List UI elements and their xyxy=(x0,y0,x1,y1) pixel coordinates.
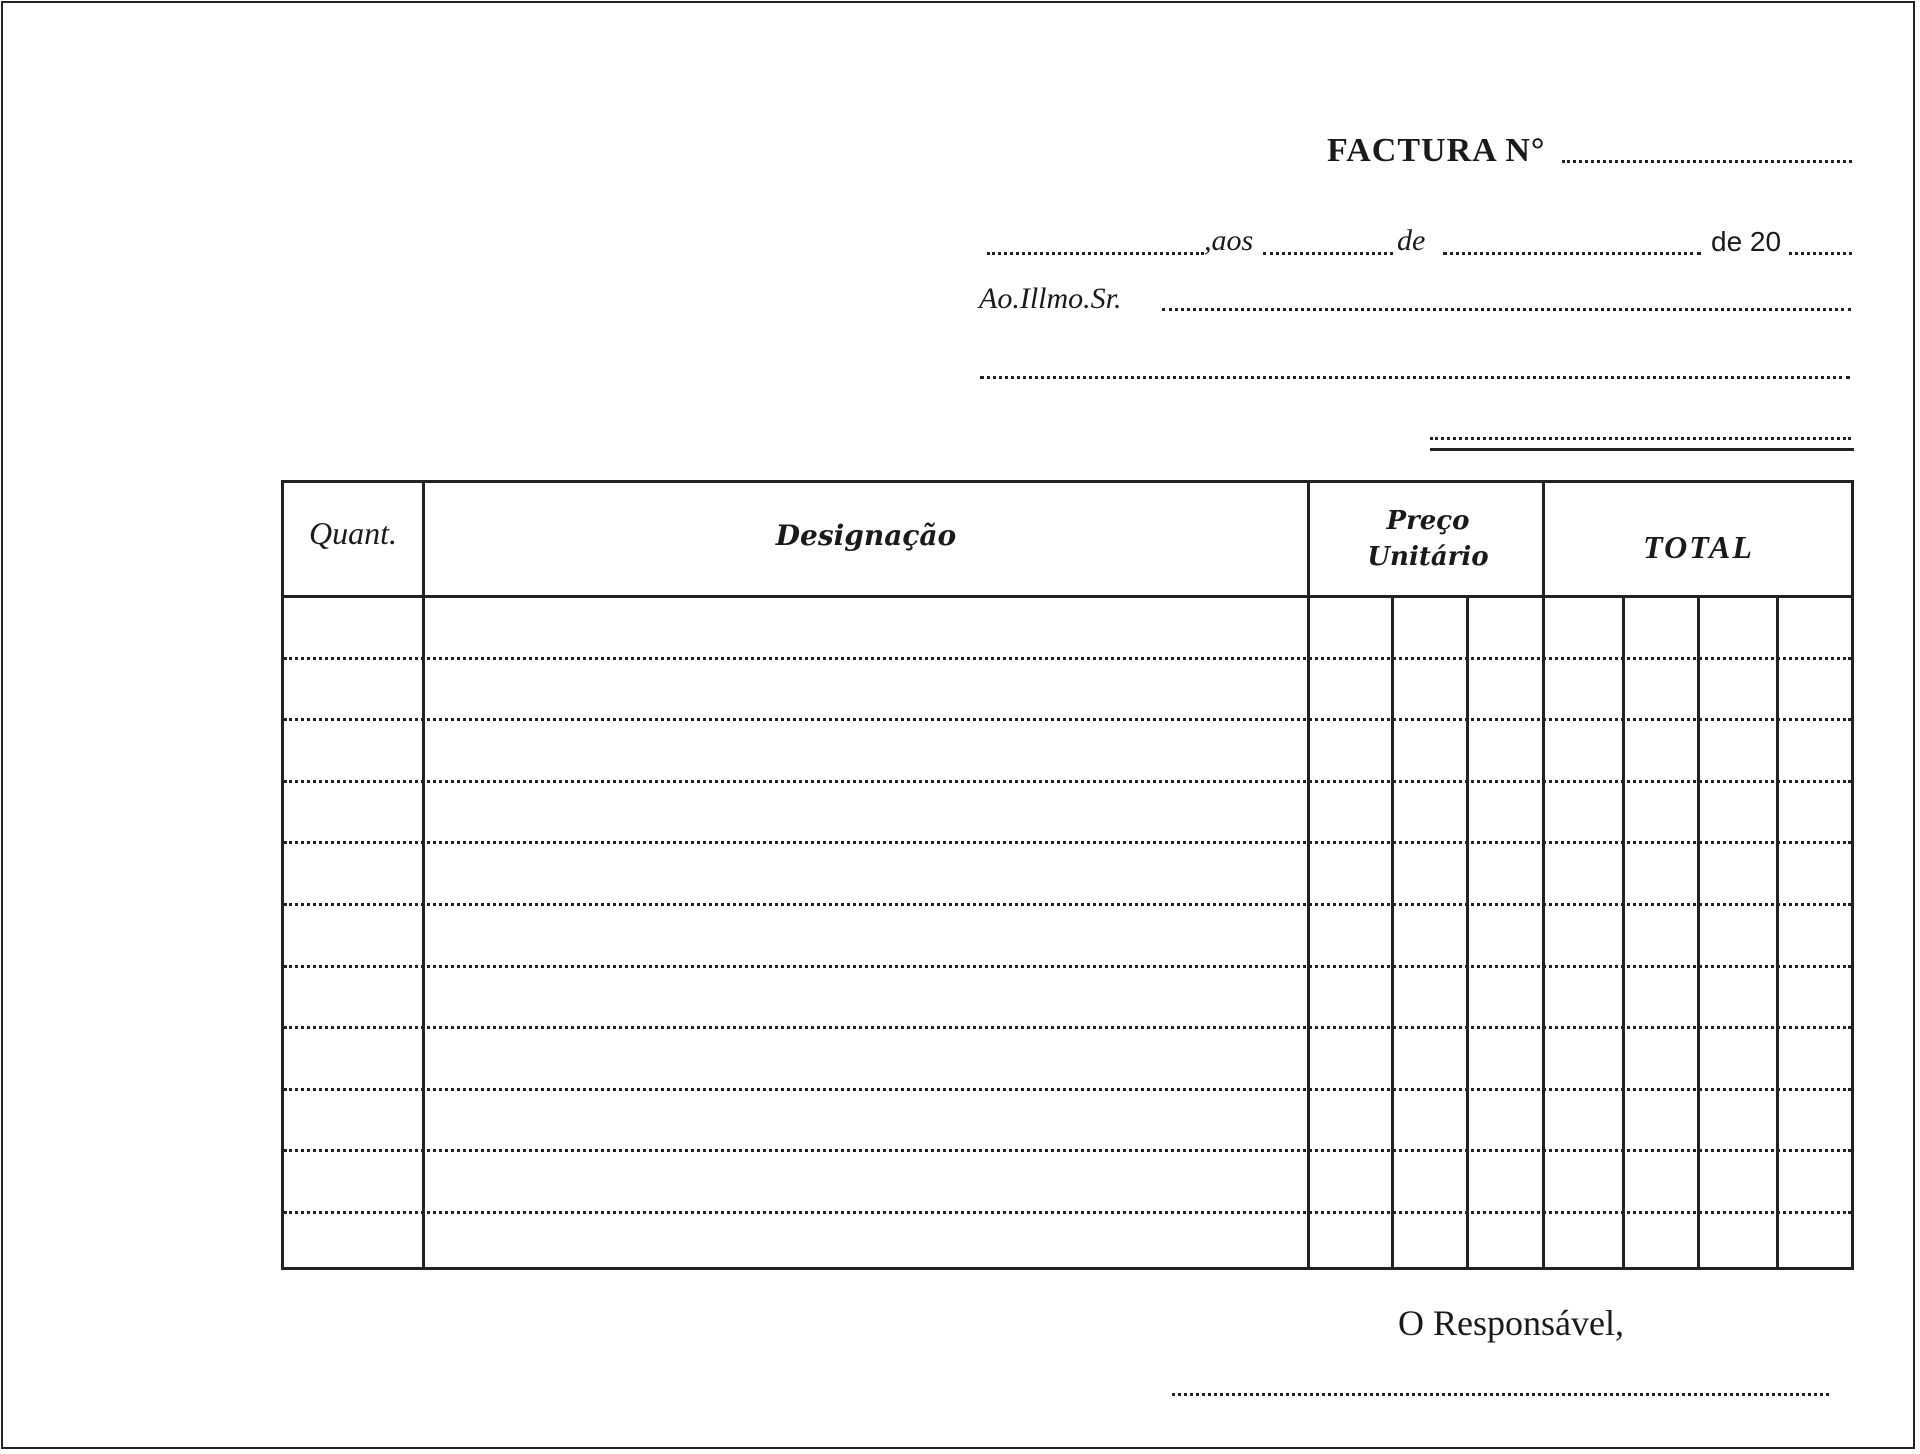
table-row[interactable] xyxy=(284,780,1851,783)
column-divider xyxy=(1622,597,1625,1267)
month-field[interactable] xyxy=(1443,252,1701,255)
aos-label: ,aos xyxy=(1204,224,1254,257)
address-underline xyxy=(1430,448,1854,451)
table-row[interactable] xyxy=(284,1211,1851,1214)
year-prefix-label: de 20 xyxy=(1711,226,1782,257)
recipient-label: Ao.Illmo.Sr. xyxy=(979,282,1122,315)
table-row[interactable] xyxy=(284,1088,1851,1091)
unitario-label: Unitário xyxy=(1367,542,1489,572)
recipient-name-field[interactable] xyxy=(1162,308,1851,311)
signature-field[interactable] xyxy=(1172,1393,1829,1396)
column-divider xyxy=(1391,597,1394,1267)
place-field[interactable] xyxy=(987,252,1204,255)
table-row[interactable] xyxy=(284,1149,1851,1152)
de-label: de xyxy=(1397,224,1426,257)
recipient-address-field[interactable] xyxy=(980,376,1850,379)
column-divider xyxy=(1466,597,1469,1267)
column-header-designacao: Designação xyxy=(775,519,957,552)
table-row[interactable] xyxy=(284,1026,1851,1029)
column-header-quant: Quant. xyxy=(309,515,397,551)
year-field[interactable] xyxy=(1789,252,1852,255)
preco-label: Preço xyxy=(1386,506,1470,536)
column-divider xyxy=(1776,597,1779,1267)
column-header-preco xyxy=(1310,503,1546,575)
items-table xyxy=(281,480,1854,1270)
day-field[interactable] xyxy=(1263,252,1393,255)
table-row[interactable] xyxy=(284,657,1851,660)
invoice-number-field[interactable] xyxy=(1562,160,1852,163)
table-header-divider xyxy=(284,595,1851,598)
column-header-total: TOTAL xyxy=(1643,529,1754,565)
signature-label: O Responsável, xyxy=(1398,1303,1624,1343)
column-divider xyxy=(1697,597,1700,1267)
table-row[interactable] xyxy=(284,841,1851,844)
recipient-extra-field[interactable] xyxy=(1430,437,1851,440)
invoice-title: FACTURA N° xyxy=(1327,132,1546,169)
table-row[interactable] xyxy=(284,718,1851,721)
table-row[interactable] xyxy=(284,965,1851,968)
table-row[interactable] xyxy=(284,903,1851,906)
